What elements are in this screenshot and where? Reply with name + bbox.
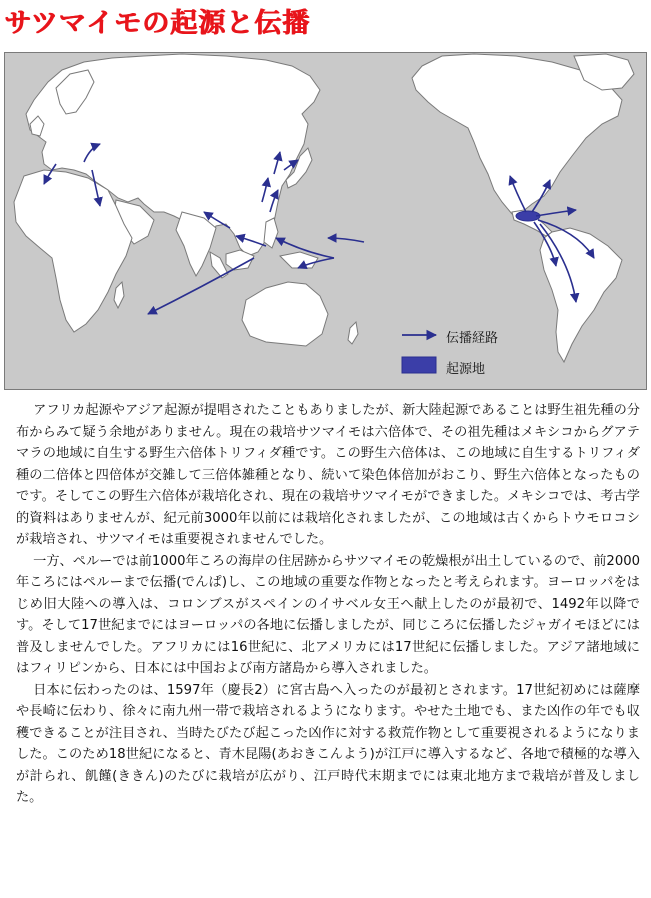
- legend-route-label: 伝播経路: [446, 331, 499, 346]
- paragraph-spread: 一方、ペルーでは前1000年ころの海岸の住居跡からサツマイモの乾燥根が出土しているので、前2000年ころにはペルーまで伝播(でんぱ)し、この地域の重要な作物となったと考えられます。ヨーロッパをはじめ旧大陸への導入は、コロンブスがスペインのイサベル女王へ献上したのが最初で、1492年以降です。そして17世紀までにはヨーロッパの各地に伝播しましたが、同じころに伝播したジャガイモほどには普及しませんでした。アフリカには16世紀に、北アメリカには17世紀に伝播しました。アジア諸地域にはフィリピンから、日本には中国および南方諸島から導入されました。: [16, 553, 640, 676]
- page-title: サツマイモの起源と伝播: [4, 8, 310, 39]
- legend-origin-swatch: [402, 357, 436, 373]
- world-map: [4, 52, 647, 390]
- article-body: [16, 400, 640, 809]
- legend-origin-label: 起源地: [446, 362, 486, 377]
- map-canvas: [4, 52, 647, 390]
- paragraph-japan: 日本に伝わったのは、1597年（慶長2）に宮古島へ入ったのが最初とされます。17世紀初めには薩摩や長崎に伝わり、徐々に南九州一帯で栽培されるようになります。やせた土地でも、また凶作の年でも収穫できることが注目され、当時たびたび起こった凶作に対する救荒作物として重要視されるようになりました。このため18世紀になると、青木昆陽(あおきこんよう)が江戸に導入するなど、各地で積極的な導入が計られ、飢饉(ききん)のたびに栽培が広がり、江戸時代末期までには東北地方まで栽培が普及しました。: [16, 682, 640, 805]
- paragraph-origin: アフリカ起源やアジア起源が提唱されたこともありましたが、新大陸起源であることは野生祖先種の分布からみて疑う余地がありません。現在の栽培サツマイモは六倍体で、その祖先種はメキシコからグアテマラの地域に自生する野生六倍体トリフィダ種です。この野生六倍体は、この地域に自生するトリフィダ種の二倍体と四倍体が交雑して三倍体雑種となり、続いて染色体倍加がおこり、野生六倍体となったものです。そしてこの野生六倍体が栽培化され、現在の栽培サツマイモができました。メキシコでは、考古学的資料はありませんが、紀元前3000年以前には栽培化されましたが、この地域は古くからトウモロコシが栽培され、サツマイモは重要視されませんでした。: [16, 403, 640, 547]
